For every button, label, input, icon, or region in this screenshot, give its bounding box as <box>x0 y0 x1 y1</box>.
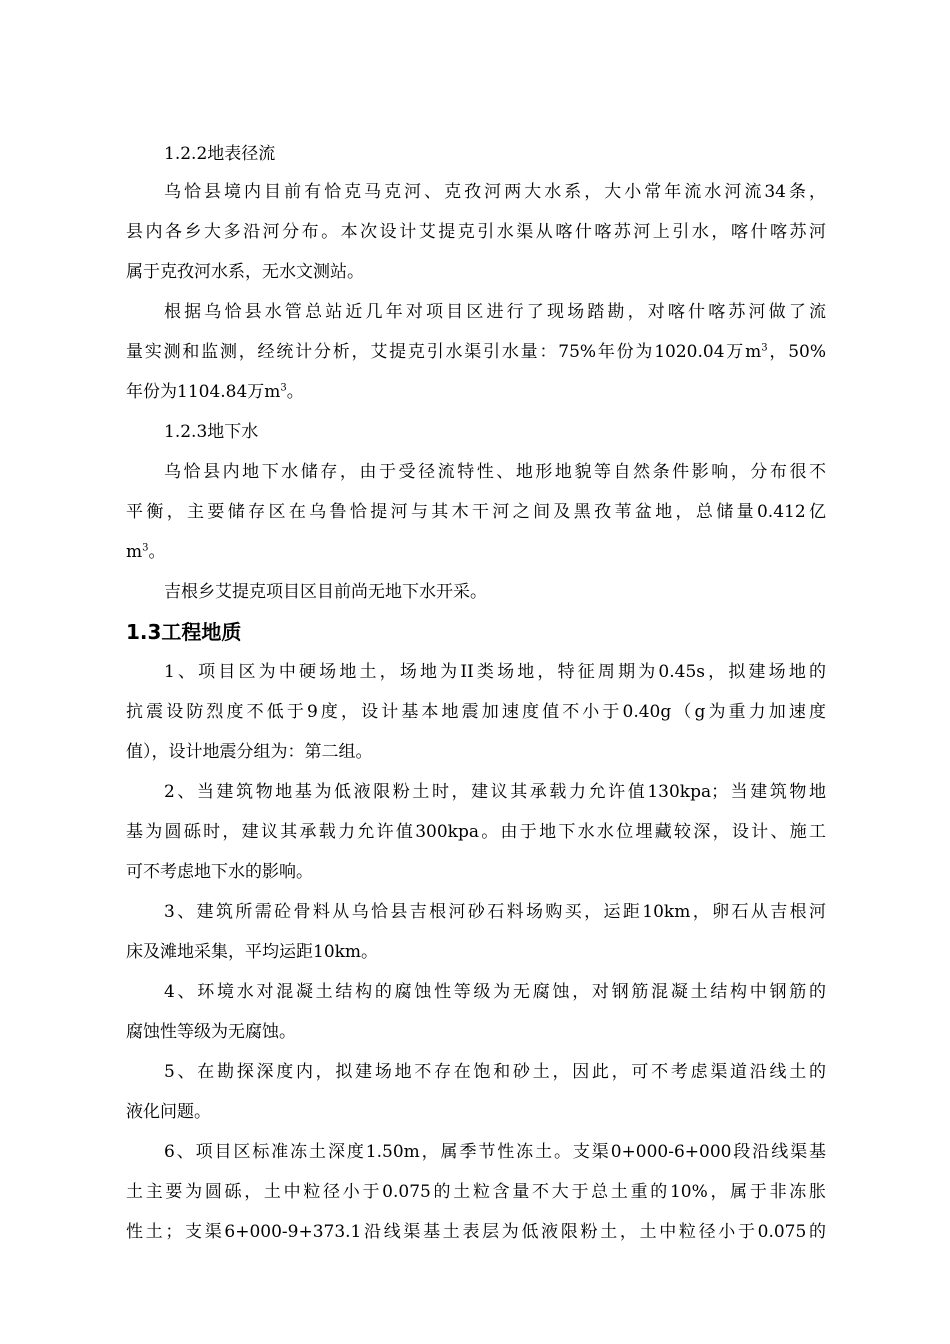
list-item-line: 5、在勘探深度内，拟建场地不存在饱和砂土，因此，可不考虑渠道沿线土的 <box>164 1062 826 1082</box>
list-item-line: 抗震设防烈度不低于9度，设计基本地震加速度值不小于0.40g（g为重力加速度 <box>126 702 826 722</box>
paragraph-line: 乌恰县内地下水储存，由于受径流特性、地形地貌等自然条件影响，分布很不 <box>164 462 826 482</box>
list-item-line: 4、环境水对混凝土结构的腐蚀性等级为无腐蚀，对钢筋混凝土结构中钢筋的 <box>164 982 826 1002</box>
paragraph-line: 平衡，主要储存区在乌鲁恰提河与其木干河之间及黑孜苇盆地，总储量0.412亿 <box>126 502 826 522</box>
section-1-3-heading: 1.3工程地质 <box>126 620 242 644</box>
list-item-line: 6、项目区标准冻土深度1.50m，属季节性冻土。支渠0+000-6+000段沿线渠基 <box>164 1142 826 1162</box>
text-run: 量实测和监测，经统计分析，艾提克引水渠引水量：75%年份为1020.04万m <box>126 342 762 362</box>
list-item-line: 土主要为圆砾，土中粒径小于0.075的土粒含量不大于总土重的10%，属于非冻胀 <box>126 1182 826 1202</box>
list-item-line: 值），设计地震分组为：第二组。 <box>126 742 373 762</box>
list-item-line: 床及滩地采集，平均运距10km。 <box>126 942 379 962</box>
list-item-line: 液化问题。 <box>126 1102 211 1122</box>
list-item-line: 3、建筑所需砼骨料从乌恰县吉根河砂石料场购买，运距10km，卵石从吉根河 <box>164 902 826 922</box>
paragraph-line: 县内各乡大多沿河分布。本次设计艾提克引水渠从喀什喀苏河上引水，喀什喀苏河 <box>126 222 826 242</box>
superscript: 3 <box>142 542 149 554</box>
paragraph-line <box>126 381 826 403</box>
list-item-line: 性土；支渠6+000-9+373.1沿线渠基土表层为低液限粉土，土中粒径小于0.075的 <box>126 1222 826 1242</box>
paragraph-line: 吉根乡艾提克项目区目前尚无地下水开采。 <box>164 582 487 602</box>
text-run: 。 <box>148 542 166 562</box>
list-item-line: 基为圆砾时，建议其承载力允许值300kpa。由于地下水水位埋藏较深，设计、施工 <box>126 822 826 842</box>
paragraph-line <box>126 541 826 563</box>
paragraph-line <box>126 341 826 363</box>
section-1-2-3-heading: 1.2.3地下水 <box>164 422 259 442</box>
text-run: 。 <box>286 382 304 402</box>
section-1-2-2-heading: 1.2.2地表径流 <box>164 144 276 164</box>
paragraph-line: 乌恰县境内目前有恰克马克河、克孜河两大水系，大小常年流水河流34条， <box>164 182 826 202</box>
list-item-line: 可不考虑地下水的影响。 <box>126 862 313 882</box>
paragraph-line: 根据乌恰县水管总站近几年对项目区进行了现场踏勘，对喀什喀苏河做了流 <box>164 302 826 322</box>
superscript: 3 <box>280 382 287 394</box>
list-item-line: 腐蚀性等级为无腐蚀。 <box>126 1022 296 1042</box>
list-item-line: 1、项目区为中硬场地土，场地为II类场地，特征周期为0.45s，拟建场地的 <box>164 662 826 682</box>
text-run: m <box>126 542 143 562</box>
text-run: ，50% <box>767 342 826 362</box>
text-run: 年份为1104.84万m <box>126 382 281 402</box>
superscript: 3 <box>761 342 768 354</box>
paragraph-line: 属于克孜河水系，无水文测站。 <box>126 262 364 282</box>
list-item-line: 2、当建筑物地基为低液限粉土时，建议其承载力允许值130kpa；当建筑物地 <box>164 782 826 802</box>
